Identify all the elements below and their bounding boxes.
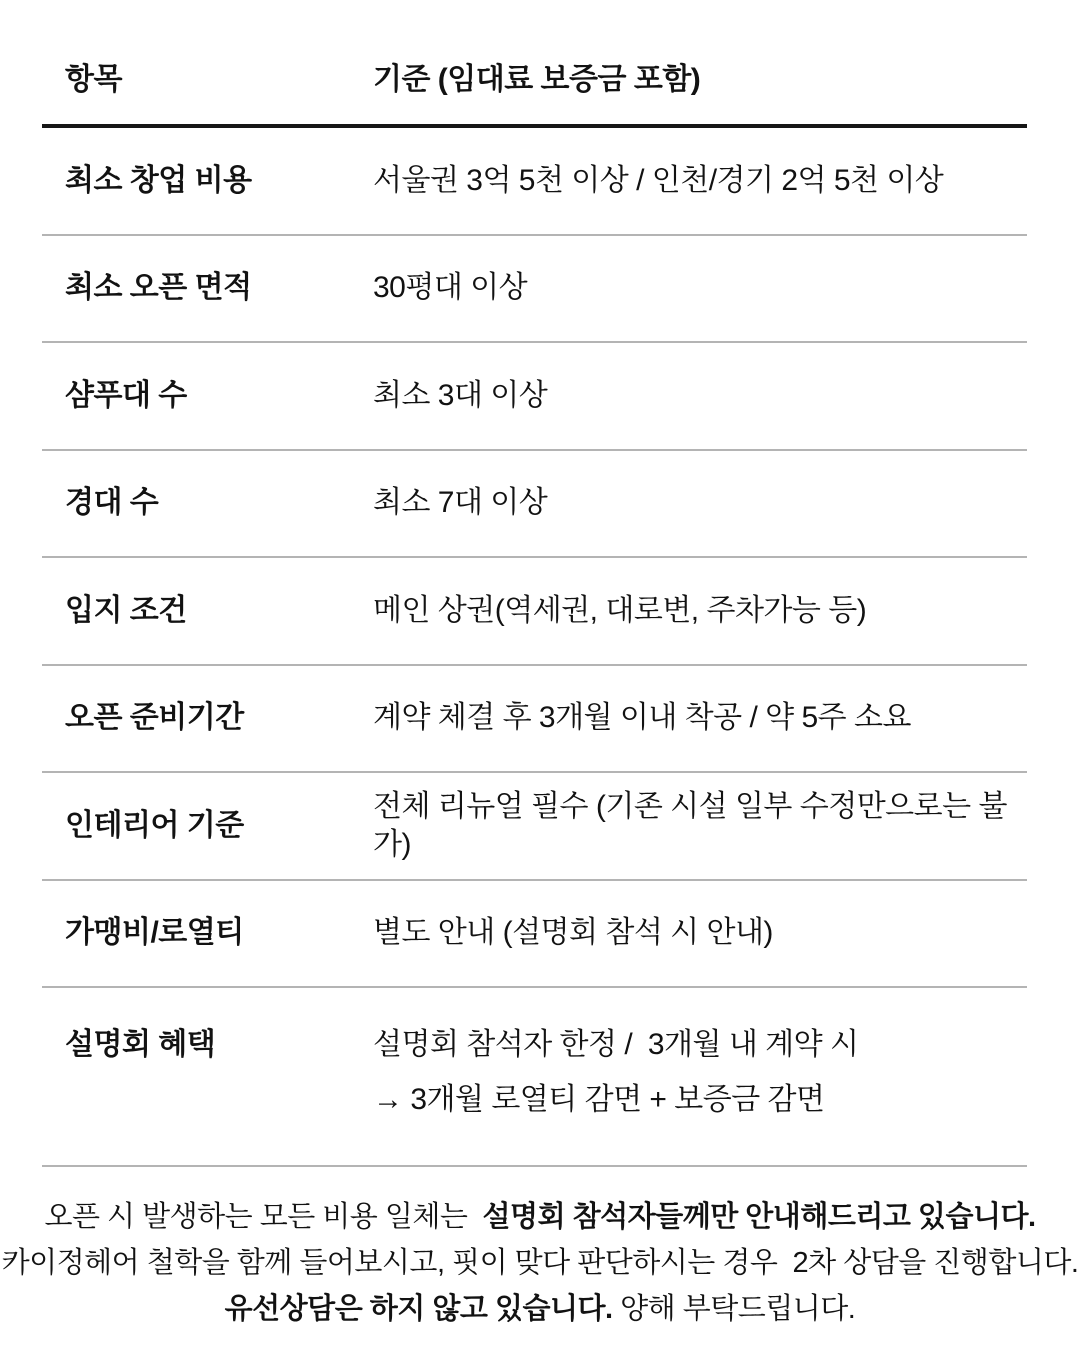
header-item: 항목 <box>65 63 122 96</box>
header-criteria: 기준 (임대료 보증금 포함) <box>373 63 701 96</box>
footer-line-2 <box>0 1240 1080 1286</box>
row-value-line2: → 3개월 로열티 감면 + 보증금 감면 <box>373 1083 825 1116</box>
table-row <box>42 128 1027 236</box>
row-value: 서울권 3억 5천 이상 / 인천/경기 2억 5천 이상 <box>373 163 944 197</box>
criteria-table <box>42 28 1027 1167</box>
footer-line1-regular: 오픈 시 발생하는 모든 비용 일체는 <box>44 1201 483 1233</box>
row-label: 입지 조건 <box>65 593 187 627</box>
footer-line-3 <box>0 1286 1080 1332</box>
table-row <box>42 666 1027 774</box>
row-value: 최소 3대 이상 <box>373 378 548 412</box>
row-label: 오픈 준비기간 <box>65 701 244 735</box>
table-row <box>42 343 1027 451</box>
footer-line2-text: 카이정헤어 철학을 함께 들어보시고, 핏이 맞다 판단하시는 경우 2차 상담을 진행합니다. <box>1 1247 1079 1279</box>
row-value: 메인 상권(역세권, 대로변, 주차가능 등) <box>373 593 867 627</box>
row-label: 인테리어 기준 <box>65 808 244 842</box>
footer-line-1 <box>0 1194 1080 1240</box>
row-value: 별도 안내 (설명회 참석 시 안내) <box>373 916 773 950</box>
row-label: 설명회 혜택 <box>65 1028 216 1061</box>
row-label: 가맹비/로열티 <box>65 916 244 950</box>
row-label: 최소 오픈 면적 <box>65 271 252 305</box>
table-row <box>42 236 1027 344</box>
table-row <box>42 451 1027 559</box>
footer-line3-bold: 유선상담은 하지 않고 있습니다. <box>224 1293 613 1325</box>
row-value: 계약 체결 후 3개월 이내 착공 / 약 5주 소요 <box>373 701 911 735</box>
footer-notice <box>0 1167 1080 1332</box>
row-value: 30평대 이상 <box>373 271 528 305</box>
table-row <box>42 988 1027 1167</box>
row-value: 전체 리뉴얼 필수 (기존 시설 일부 수정만으로는 불가) <box>373 789 1007 861</box>
row-label: 경대 수 <box>65 486 159 520</box>
table-row <box>42 558 1027 666</box>
row-label: 최소 창업 비용 <box>65 163 252 197</box>
footer-line1-bold: 설명회 참석자들께만 안내해드리고 있습니다. <box>482 1201 1036 1233</box>
row-value <box>373 1026 1027 1119</box>
row-value: 최소 7대 이상 <box>373 486 548 520</box>
row-label: 샴푸대 수 <box>65 378 187 412</box>
table-row <box>42 881 1027 989</box>
table-row <box>42 773 1027 881</box>
table-header-row <box>42 28 1027 128</box>
row-value-line1: 설명회 참석자 한정 / 3개월 내 계약 시 <box>373 1028 859 1061</box>
footer-line3-regular: 양해 부탁드립니다. <box>612 1293 856 1325</box>
